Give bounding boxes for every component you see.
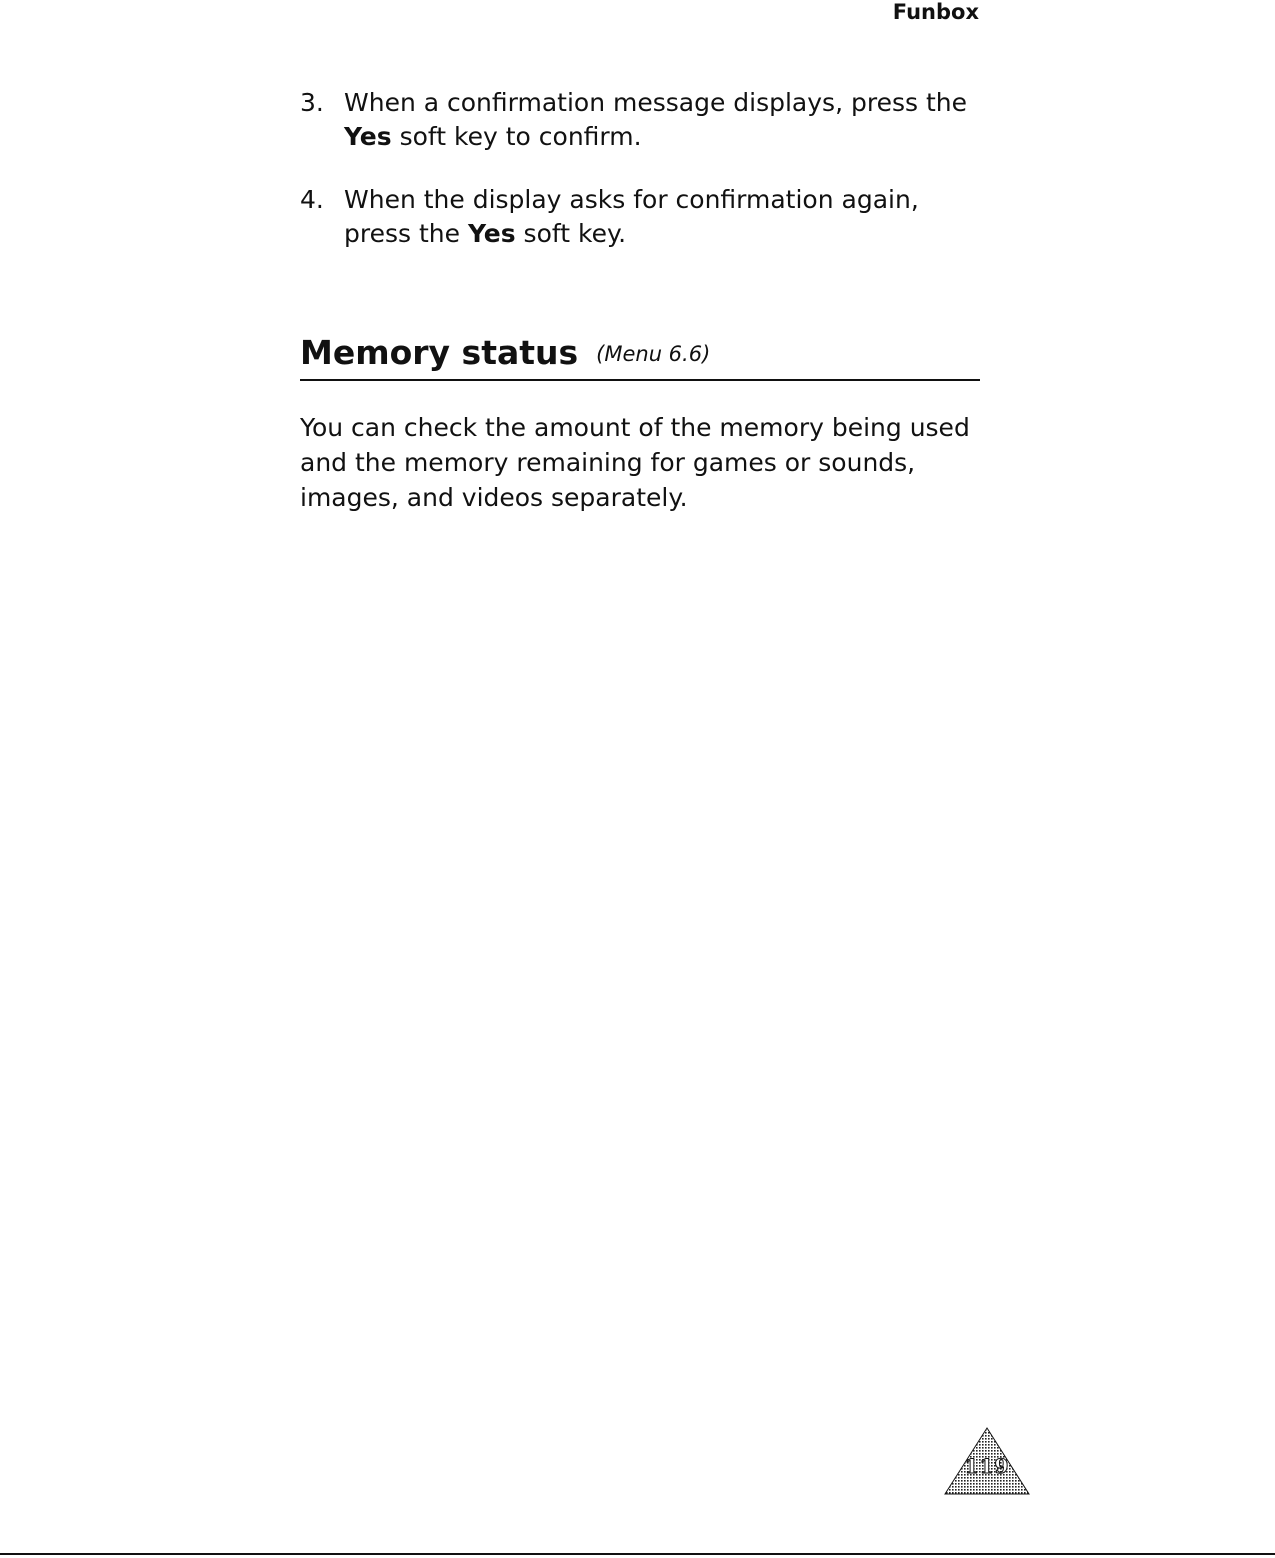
section-heading: [300, 331, 980, 381]
step-number: 4.: [300, 185, 324, 214]
bottom-rule: [0, 1553, 1275, 1555]
step-number: 3.: [300, 88, 324, 117]
section-menu-reference: (Menu 6.6): [596, 342, 711, 366]
step-keyword: Yes: [467, 219, 516, 248]
page-number: 119: [964, 1454, 1010, 1478]
step-text-after: soft key.: [515, 219, 627, 248]
running-header-title: Funbox: [892, 0, 979, 24]
page-number-badge: [943, 1426, 1031, 1496]
step-keyword: Yes: [344, 122, 392, 151]
section-body-text: You can check the amount of the memory being used and the memory remaining for games or sounds, images, and videos separately.: [300, 413, 970, 512]
step-text-before: When a confirmation message displays, press the: [344, 88, 967, 117]
instruction-steps: [300, 86, 980, 280]
step-item: [300, 86, 980, 154]
step-text-after: soft key to confirm.: [391, 122, 642, 151]
section-title: Memory status: [300, 333, 579, 372]
step-item: [300, 183, 980, 251]
step-text-before: When the display asks for confirmation again, press the: [344, 185, 919, 248]
